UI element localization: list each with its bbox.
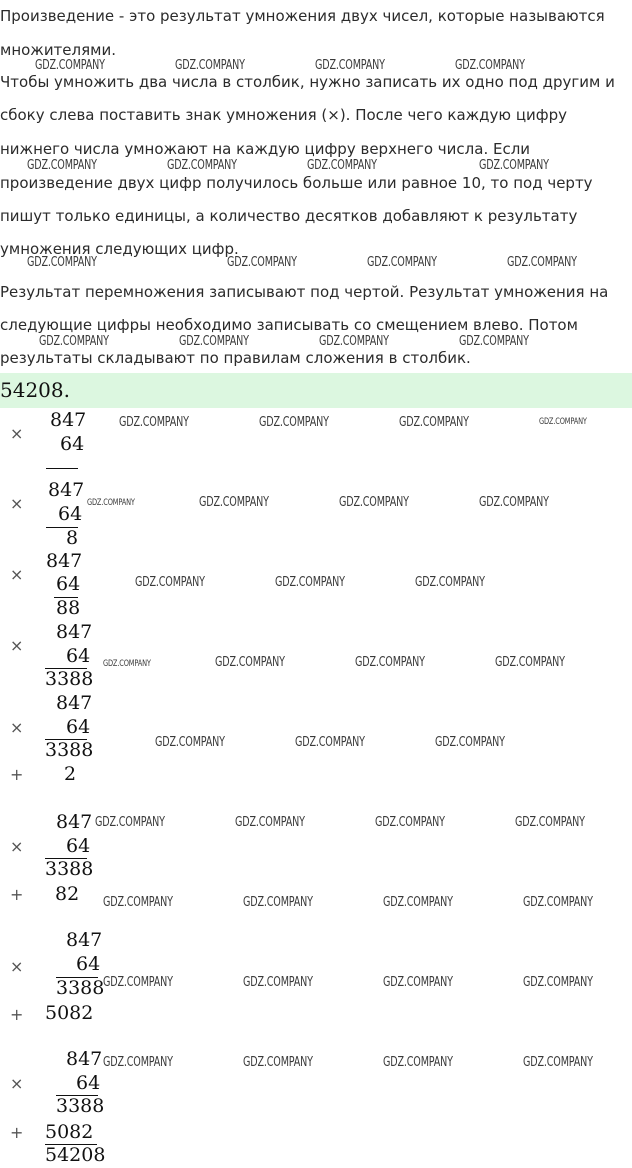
watermark: GDZ.COMPANY — [455, 58, 525, 73]
explanation-line: множителями. — [0, 41, 116, 59]
explanation-line: сбоку слева поставить знак умножения (×). После чего каждую цифру — [0, 106, 568, 124]
watermark: GDZ.COMPANY — [295, 735, 365, 750]
carry-sum: 5082 — [45, 1002, 94, 1024]
watermark: GDZ.COMPANY — [375, 815, 445, 830]
watermark: GDZ.COMPANY — [103, 659, 151, 669]
partial-product: 3388 — [45, 668, 94, 690]
watermark: GDZ.COMPANY — [259, 415, 329, 430]
times-sign: × — [10, 565, 24, 584]
watermark: GDZ.COMPANY — [35, 58, 105, 73]
watermark: GDZ.COMPANY — [103, 975, 173, 990]
watermark: GDZ.COMPANY — [399, 415, 469, 430]
partial-product: 8 — [66, 527, 79, 549]
watermark: GDZ.COMPANY — [383, 1055, 453, 1070]
multiplicand: 847 — [50, 409, 87, 431]
watermark: GDZ.COMPANY — [243, 975, 313, 990]
multiplicand: 847 — [66, 929, 103, 951]
watermark: GDZ.COMPANY — [435, 735, 505, 750]
multiplicand: 847 — [66, 1048, 103, 1070]
watermark: GDZ.COMPANY — [355, 655, 425, 670]
watermark: GDZ.COMPANY — [339, 495, 409, 510]
watermark: GDZ.COMPANY — [479, 495, 549, 510]
explanation-line: нижнего числа умножают на каждую цифру верхнего числа. Если — [0, 140, 531, 158]
explanation-line: Чтобы умножить два числа в столбик, нужно записать их одно под другим и — [0, 73, 615, 91]
watermark: GDZ.COMPANY — [235, 815, 305, 830]
watermark: GDZ.COMPANY — [275, 575, 345, 590]
watermark: GDZ.COMPANY — [179, 334, 249, 349]
partial-product: 88 — [56, 597, 81, 619]
watermark: GDZ.COMPANY — [215, 655, 285, 670]
watermark: GDZ.COMPANY — [415, 575, 485, 590]
multiplicand: 847 — [46, 550, 83, 572]
times-sign: × — [10, 1074, 24, 1093]
carry-sum: 2 — [64, 763, 77, 785]
watermark: GDZ.COMPANY — [175, 58, 245, 73]
times-sign: × — [10, 957, 24, 976]
explanation-line: результаты складывают по правилам сложения в столбик. — [0, 349, 471, 367]
watermark: GDZ.COMPANY — [155, 735, 225, 750]
plus-sign: + — [10, 1123, 24, 1142]
explanation-line: произведение двух цифр получилось больше или равное 10, то под черту — [0, 174, 593, 192]
watermark: GDZ.COMPANY — [459, 334, 529, 349]
carry-sum: 5082 — [45, 1121, 94, 1143]
answer-value: 54208. — [0, 378, 70, 402]
watermark: GDZ.COMPANY — [307, 158, 377, 173]
times-sign: × — [10, 718, 24, 737]
watermark: GDZ.COMPANY — [479, 158, 549, 173]
multiplicand: 847 — [56, 811, 93, 833]
watermark: GDZ.COMPANY — [495, 655, 565, 670]
watermark: GDZ.COMPANY — [367, 255, 437, 270]
times-sign: × — [10, 837, 24, 856]
final-product: 54208 — [45, 1144, 106, 1166]
times-sign: × — [10, 494, 24, 513]
watermark: GDZ.COMPANY — [39, 334, 109, 349]
multiplier: 64 — [66, 716, 91, 738]
explanation-line: Результат перемножения записывают под чертой. Результат умножения на — [0, 283, 609, 301]
watermark: GDZ.COMPANY — [167, 158, 237, 173]
explanation-line: Произведение - это результат умножения двух чисел, которые называются — [0, 7, 605, 25]
multiplier: 64 — [60, 433, 85, 455]
multiplicand: 847 — [56, 621, 93, 643]
watermark: GDZ.COMPANY — [87, 498, 135, 508]
multiplier: 64 — [58, 503, 83, 525]
multiplier: 64 — [66, 645, 91, 667]
watermark: GDZ.COMPANY — [119, 415, 189, 430]
watermark: GDZ.COMPANY — [27, 158, 97, 173]
watermark: GDZ.COMPANY — [383, 895, 453, 910]
watermark: GDZ.COMPANY — [135, 575, 205, 590]
plus-sign: + — [10, 1005, 24, 1024]
watermark: GDZ.COMPANY — [27, 255, 97, 270]
watermark: GDZ.COMPANY — [103, 1055, 173, 1070]
times-sign: × — [10, 424, 24, 443]
watermark: GDZ.COMPANY — [95, 815, 165, 830]
multiplier: 64 — [66, 835, 91, 857]
watermark: GDZ.COMPANY — [199, 495, 269, 510]
multiplier: 64 — [56, 573, 81, 595]
plus-sign: + — [10, 885, 24, 904]
watermark: GDZ.COMPANY — [243, 895, 313, 910]
explanation-line: умножения следующих цифр. — [0, 240, 239, 258]
watermark: GDZ.COMPANY — [383, 975, 453, 990]
watermark: GDZ.COMPANY — [523, 975, 593, 990]
partial-product: 3388 — [45, 858, 94, 880]
watermark: GDZ.COMPANY — [523, 895, 593, 910]
plus-sign: + — [10, 765, 24, 784]
watermark: GDZ.COMPANY — [539, 417, 587, 427]
explanation-line: пишут только единицы, а количество десятков добавляют к результату — [0, 207, 578, 225]
partial-product: 3388 — [45, 739, 94, 761]
multiplier: 64 — [76, 953, 101, 975]
watermark: GDZ.COMPANY — [319, 334, 389, 349]
multiplicand: 847 — [48, 479, 85, 501]
watermark: GDZ.COMPANY — [523, 1055, 593, 1070]
watermark: GDZ.COMPANY — [507, 255, 577, 270]
watermark: GDZ.COMPANY — [103, 895, 173, 910]
watermark: GDZ.COMPANY — [243, 1055, 313, 1070]
watermark: GDZ.COMPANY — [315, 58, 385, 73]
multiplier: 64 — [76, 1072, 101, 1094]
result-line — [46, 468, 78, 469]
explanation-line: следующие цифры необходимо записывать со смещением влево. Потом — [0, 316, 578, 334]
answer-highlight — [0, 373, 632, 408]
watermark: GDZ.COMPANY — [227, 255, 297, 270]
watermark: GDZ.COMPANY — [515, 815, 585, 830]
partial-product: 3388 — [56, 977, 105, 999]
times-sign: × — [10, 636, 24, 655]
carry-sum: 82 — [55, 883, 80, 905]
multiplicand: 847 — [56, 692, 93, 714]
partial-product: 3388 — [56, 1095, 105, 1117]
